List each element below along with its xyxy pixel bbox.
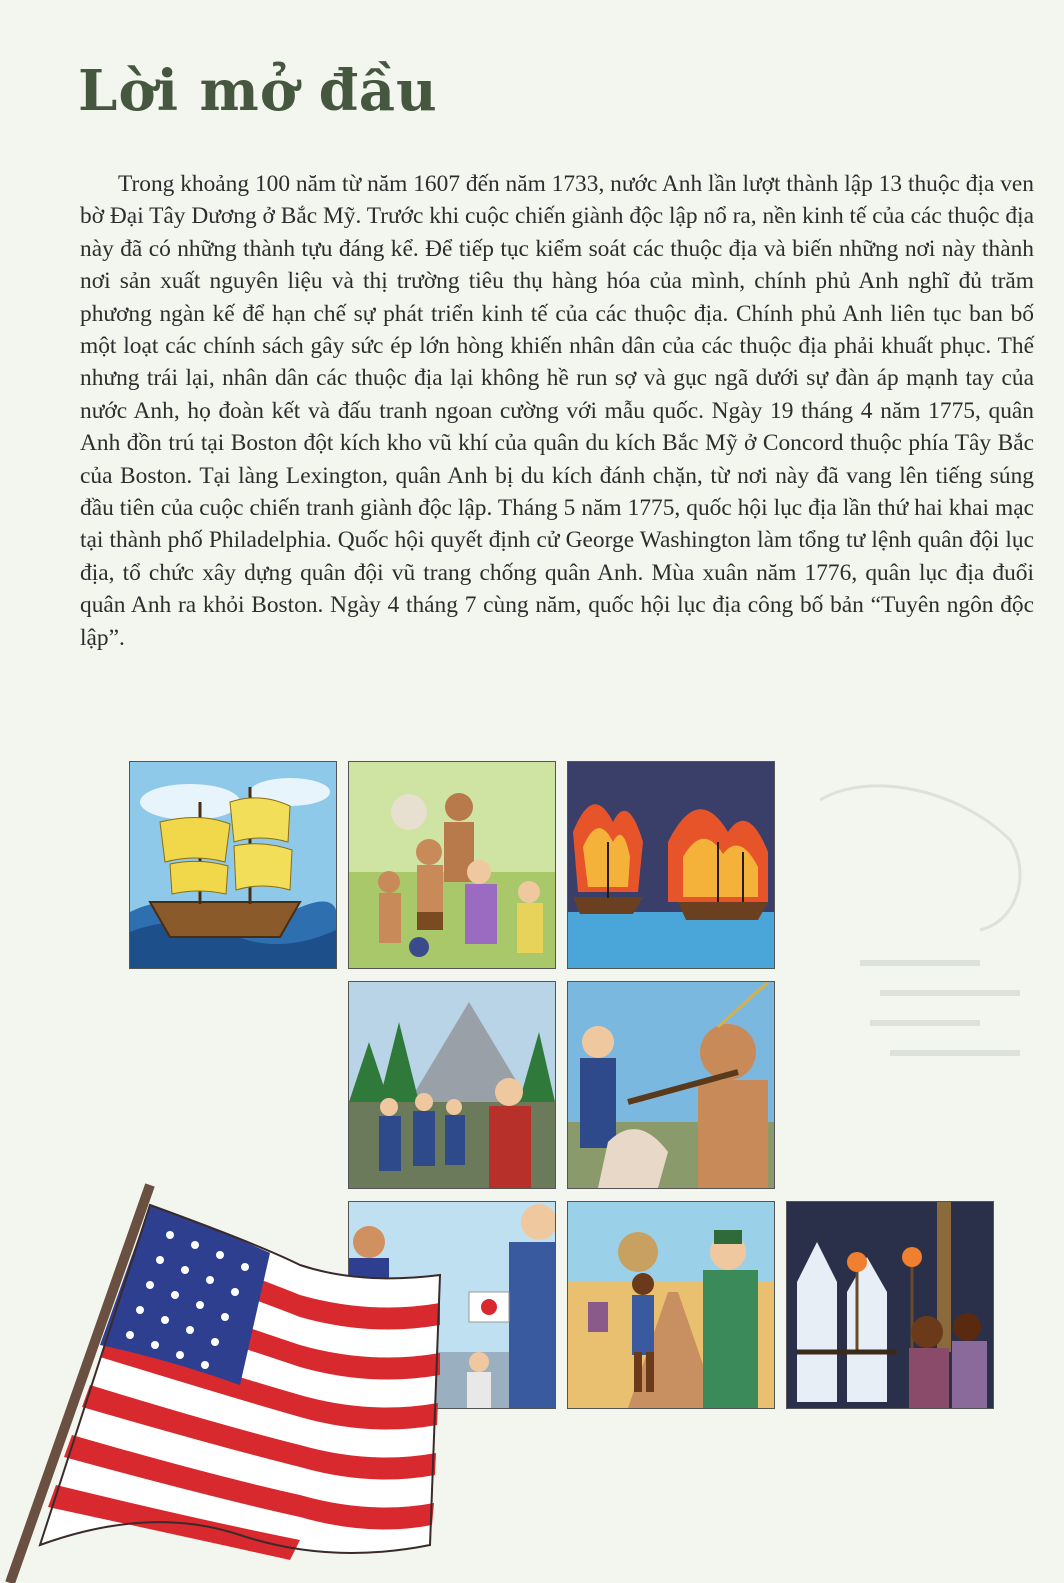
- intro-paragraph: Trong khoảng 100 năm từ năm 1607 đến năm 1733, nước Anh lần lượt thành lập 13 thuộc địa ven bờ Đại Tây Dương ở Bắc Mỹ. Trước khi cuộc chiến giành độc lập nổ ra, nền kinh tế của các thuộc địa này đã có những thành tựu đáng kể. Để tiếp tục kiểm soát các thuộc địa và biến những nơi này thành nơi sản xuất nguyên liệu và thị trường tiêu thụ hàng hóa của mình, chính phủ Anh nghĩ đủ trăm phương ngàn kế để hạn chế sự phát triển kinh tế của các thuộc địa. Chính phủ Anh liên tục ban bố một loạt các chính sách gây sức ép lớn hòng khiến nhân dân của các thuộc địa phải khuất phục. Thế nhưng trái lại, nhân dân các thuộc địa lại không hề run sợ và gục ngã dưới sự đàn áp mạnh tay của nước Anh, họ đoàn kết và đấu tranh ngoan cường với mẫu quốc. Ngày 19 tháng 4 năm 1775, quân Anh đồn trú tại Boston đột kích kho vũ khí của quân du kích Bắc Mỹ ở Concord thuộc phía Tây Bắc của Boston. Tại làng Lexington, quân Anh bị du kích đánh chặn, từ nơi này đã vang lên tiếng súng đầu tiên của cuộc chiến tranh giành độc lập. Tháng 5 năm 1775, quốc hội lục địa lần thứ hai khai mạc tại thành phố Philadelphia. Quốc hội quyết định cử George Washington làm tổng tư lệnh quân đội lục địa, tổ chức xây dựng quân đội vũ trang chống quân Anh. Mùa xuân năm 1776, quân lục địa đuổi quân Anh ra khỏi Boston. Ngày 4 tháng 7 cùng năm, quốc hội lục địa công bố bản “Tuyên ngôn độc lập”.: [80, 171, 1034, 651]
- page-title: Lời mở đầu: [78, 58, 438, 124]
- burning-ships-illustration: [567, 761, 775, 969]
- bleed-through-decoration: [780, 760, 1050, 1120]
- native-warrior-musket-illustration: [567, 981, 775, 1189]
- native-americans-and-settlers-illustration: [348, 761, 556, 969]
- slave-labor-field-illustration: [567, 1201, 775, 1409]
- soldiers-in-mountains-illustration: [348, 981, 556, 1189]
- american-flag-illustration: [0, 1175, 460, 1583]
- sailing-ship-illustration: [129, 761, 337, 969]
- hooded-torchbearers-illustration: [786, 1201, 994, 1409]
